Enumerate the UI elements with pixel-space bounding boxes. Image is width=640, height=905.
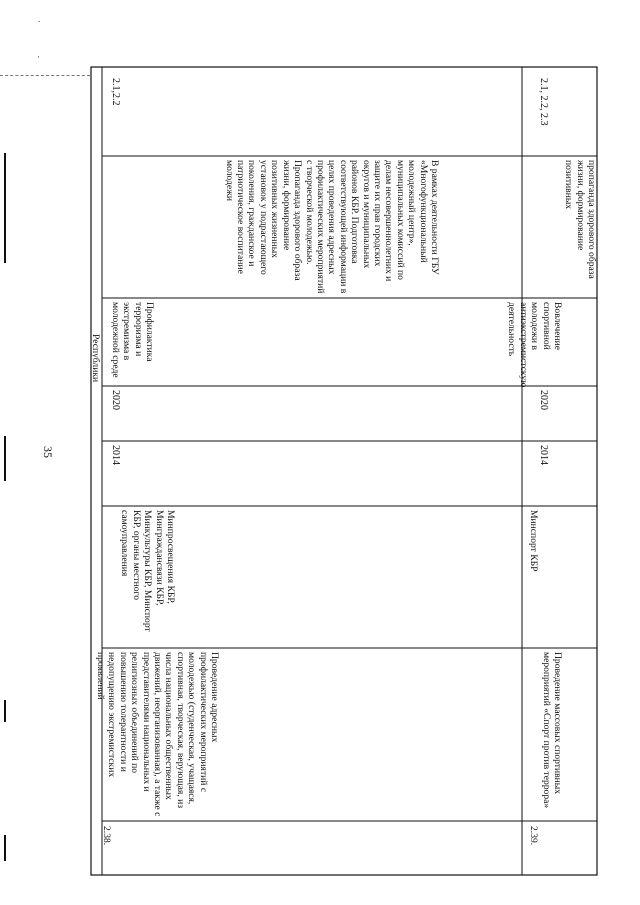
note-cell: пропаганда здорового образа жизни, формирование позитивных bbox=[563, 160, 597, 282]
page-number: 35 bbox=[41, 446, 55, 458]
scan-dashed-line bbox=[0, 75, 90, 76]
start-year: 2014 bbox=[110, 445, 121, 465]
ref-cell: 2.1, 2.2, 2.3 bbox=[538, 78, 549, 126]
activity-cell: Проведение адресных профилактических мероприятий с молодежью (студенческая, учащаяся, спортивная, творческая, верующая, из числа национальных общественных движений, неорганизованная), а также с представителями национальных и религиозных объединений по повышению толерантности и недопущению экстремистских проявлений bbox=[94, 652, 220, 819]
scan-speck: · bbox=[37, 52, 40, 62]
result-cell: Профилактика терроризма и экстремизма в молодежной среде bbox=[109, 302, 155, 378]
start-year: 2014 bbox=[538, 445, 549, 465]
executor-cell: Минспорт КБР bbox=[528, 510, 539, 572]
margin-mark bbox=[4, 700, 6, 722]
margin-mark bbox=[4, 436, 6, 481]
end-year: 2020 bbox=[110, 390, 121, 410]
ref-cell: 2.1,2.2 bbox=[110, 78, 121, 106]
note-cell: В рамках деятельности ГБУ «Многофункциональный молодежный центр», муниципальных комиссий по делам несовершеннолетних и защите их прав городских округов и муниципальных районов КБР. Подготовка соответствующей информации в целях проведения адресных профилактических мероприятий с творческой молодежью. Пропаганда здорового образа жизни, формирование позитивных жизненных установок у подрастающего поколения, гражданское и патриотическое воспитание молодежи bbox=[223, 160, 440, 296]
result-cell: Вовлечение спортивной молодежи в антиэкстремистскую деятельность bbox=[506, 302, 563, 390]
measures-table bbox=[90, 66, 598, 876]
row-number: 2.39. bbox=[528, 826, 539, 846]
scan-speck: . bbox=[38, 14, 41, 24]
header-fragment: Республики bbox=[90, 334, 101, 383]
end-year: 2020 bbox=[538, 390, 549, 410]
margin-mark bbox=[4, 835, 6, 861]
activity-cell: Проведение массовых спортивных мероприятий «Спорт против террора» bbox=[540, 652, 563, 809]
row-number: 2.38. bbox=[101, 826, 112, 846]
executor-cell: Минпросвещения КБР, Минграждансвязи КБР, Минкультуры КБР, Минспорт КБР, органы местного самоуправления bbox=[119, 510, 176, 635]
margin-mark bbox=[4, 153, 6, 263]
